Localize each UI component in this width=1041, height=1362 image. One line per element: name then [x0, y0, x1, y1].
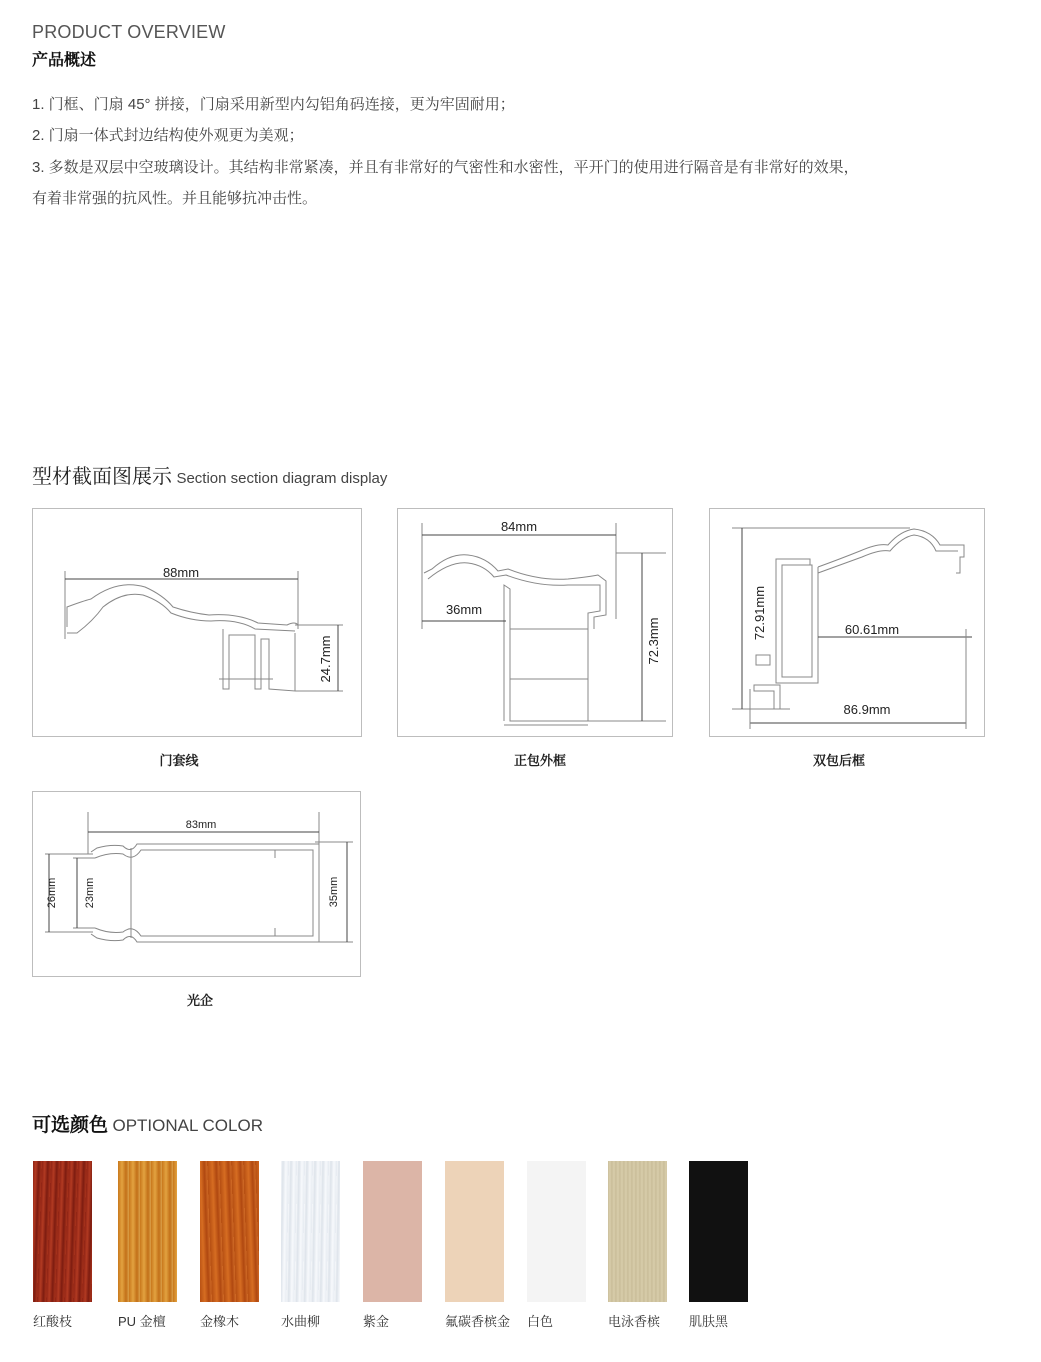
dim-width-label: 84mm — [500, 519, 538, 534]
door-trim-profile-drawing — [33, 509, 363, 738]
swatch-label: 氟碳香槟金 — [445, 1314, 511, 1329]
overview-title-cn: 产品概述 — [32, 52, 97, 69]
description-line-4: 有着非常强的抗风性。并且能够抗冲击性。 — [32, 190, 318, 207]
swatch-label: 金橡木 — [200, 1314, 240, 1329]
swatch-red-sandalwood[interactable] — [33, 1161, 92, 1302]
swatch-ash-wood[interactable] — [281, 1161, 340, 1302]
dim-inner-height-label: 23mm — [84, 877, 96, 909]
color-title-cn: 可选颜色 — [32, 1115, 109, 1136]
swatch-electrophoretic-champagne[interactable] — [608, 1161, 667, 1302]
swatch-label: 水曲柳 — [281, 1314, 321, 1329]
description-line-1: 1. 门框、门扇 45° 拼接，门扇采用新型内勾铝角码连接，更为牢固耐用； — [32, 96, 515, 113]
mullion-profile-drawing — [33, 792, 362, 978]
swatch-label: 白色 — [527, 1314, 554, 1329]
diagram-double-back-frame — [709, 508, 985, 737]
dim-height-label: 72.91mm — [752, 585, 767, 641]
swatch-white[interactable] — [527, 1161, 586, 1302]
caption-mullion: 光企 — [186, 993, 213, 1008]
section-title-en: Section section diagram display — [176, 470, 388, 487]
caption-front-outer-frame: 正包外框 — [513, 753, 566, 768]
diagram-door-trim — [32, 508, 362, 737]
dim-width-label: 86.9mm — [843, 702, 891, 717]
swatch-label: 紫金 — [363, 1314, 390, 1329]
swatch-label: 红酸枝 — [33, 1314, 73, 1329]
swatch-label: 电泳香槟 — [608, 1314, 661, 1329]
swatch-pu-gold-sandalwood[interactable] — [118, 1161, 177, 1302]
section-title-cn: 型材截面图展示 — [32, 466, 172, 488]
swatch-skin-black[interactable] — [689, 1161, 748, 1302]
front-outer-frame-drawing — [398, 509, 674, 738]
dim-lip-label: 36mm — [445, 602, 483, 617]
caption-door-trim: 门套线 — [159, 753, 199, 768]
diagram-front-outer-frame — [397, 508, 673, 737]
dim-width-label: 88mm — [162, 565, 200, 580]
dim-inner-width-label: 60.61mm — [844, 622, 900, 637]
color-title-en: OPTIONAL COLOR — [112, 1116, 263, 1135]
swatch-fluorocarbon-champagne[interactable] — [445, 1161, 504, 1302]
dim-height-label: 72.3mm — [646, 617, 661, 665]
swatch-gold-oak[interactable] — [200, 1161, 259, 1302]
diagram-mullion — [32, 791, 361, 977]
description-line-2: 2. 门扇一体式封边结构使外观更为美观； — [32, 127, 304, 144]
swatch-label: PU 金檀 — [118, 1314, 166, 1329]
swatch-label: 肌肤黑 — [689, 1314, 729, 1329]
dim-height-label: 24.7mm — [318, 635, 333, 683]
double-back-frame-drawing — [710, 509, 986, 738]
optional-color-heading — [32, 1110, 263, 1137]
caption-double-back-frame: 双包后框 — [812, 753, 865, 768]
dim-height-label: 35mm — [328, 876, 340, 908]
description-line-3: 3. 多数是双层中空玻璃设计。其结构非常紧凑，并且有非常好的气密性和水密性，平开门的使用进行隔音是有非常好的效果， — [32, 159, 859, 176]
dim-outer-height-label: 26mm — [46, 877, 58, 909]
section-diagram-heading — [32, 460, 387, 489]
dim-width-label: 83mm — [185, 819, 217, 831]
overview-title-en: PRODUCT OVERVIEW — [32, 22, 226, 42]
swatch-purple-gold[interactable] — [363, 1161, 422, 1302]
